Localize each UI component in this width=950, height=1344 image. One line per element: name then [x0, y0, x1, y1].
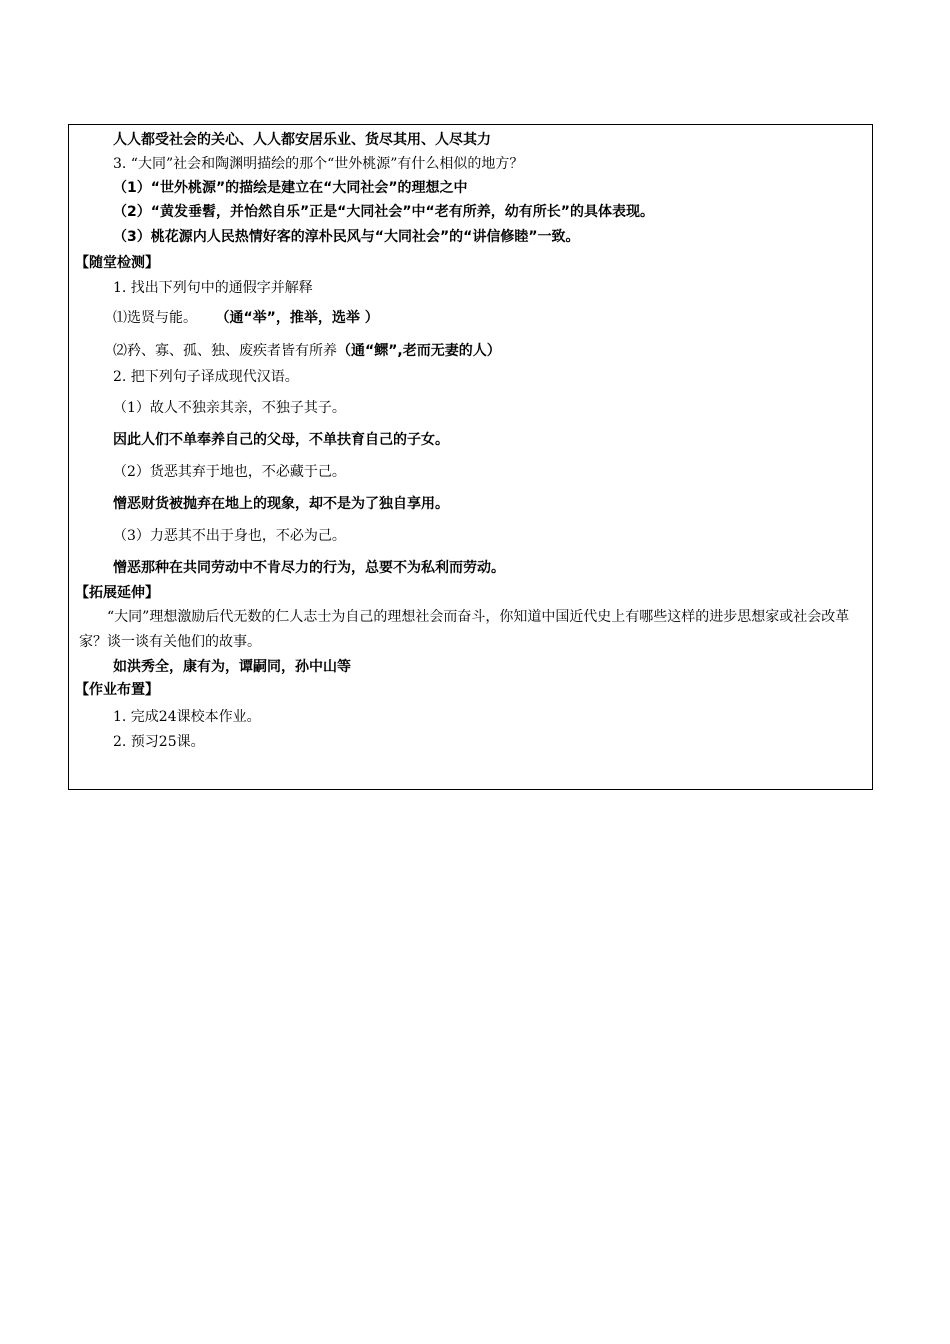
section-heading-homework: 【作业布置】: [75, 682, 159, 698]
homework-item-1: 1. 完成24课校本作业。: [113, 709, 261, 725]
homework-item-2: 2. 预习25课。: [113, 734, 205, 750]
check-item-1-2-text: ⑵矜、寡、孤、独、废疾者皆有所养: [113, 343, 337, 359]
section-heading-check: 【随堂检测】: [75, 255, 159, 271]
check-item-1-2-answer: （通“鳏”,老而无妻的人）: [337, 343, 501, 359]
check-answer-2-1: 因此人们不单奉养自己的父母，不单扶育自己的子女。: [113, 432, 449, 448]
extend-answer: 如洪秀全，康有为，谭嗣同，孙中山等: [113, 659, 351, 675]
check-item-2-3: （3）力恶其不出于身也，不必为己。: [113, 528, 346, 544]
question-3: 3. “大同”社会和陶渊明描绘的那个“世外桃源”有什么相似的地方？: [113, 156, 524, 172]
answer-top: 人人都受社会的关心、人人都安居乐业、货尽其用、人尽其力: [113, 132, 491, 148]
answer-3-1: （1）“世外桃源”的描绘是建立在“大同社会”的理想之中: [113, 180, 468, 196]
check-answer-2-3: 憎恶那种在共同劳动中不肯尽力的行为，总要不为私利而劳动。: [113, 560, 505, 576]
check-answer-2-2: 憎恶财货被抛弃在地上的现象，却不是为了独自享用。: [113, 496, 449, 512]
answer-3-2: （2）“黄发垂髫，并怡然自乐”正是“大同社会”中“老有所养，幼有所长”的具体表现。: [113, 204, 654, 220]
content-box: [68, 124, 873, 790]
answer-3-3: （3）桃花源内人民热情好客的淳朴民风与“大同社会”的“讲信修睦”一致。: [113, 229, 580, 245]
check-item-1-1: [113, 309, 379, 327]
check-question-1: 1. 找出下列句中的通假字并解释: [113, 280, 313, 296]
section-heading-extend: 【拓展延伸】: [75, 585, 159, 601]
check-item-1-2: [113, 342, 501, 360]
check-question-2: 2. 把下列句子译成现代汉语。: [113, 369, 299, 385]
check-item-1-1-text: ⑴选贤与能。: [113, 310, 197, 326]
check-item-2-1: （1）故人不独亲其亲，不独子其子。: [113, 400, 346, 416]
check-item-2-2: （2）货恶其弃于地也，不必藏于己。: [113, 464, 346, 480]
check-item-1-1-answer: （通“举”，推举，选举 ）: [215, 310, 379, 326]
extend-paragraph: “大同”理想激励后代无数的仁人志士为自己的理想社会而奋斗，你知道中国近代史上有哪些这样的进步思想家或社会改革家？谈一谈有关他们的故事。: [79, 609, 850, 650]
